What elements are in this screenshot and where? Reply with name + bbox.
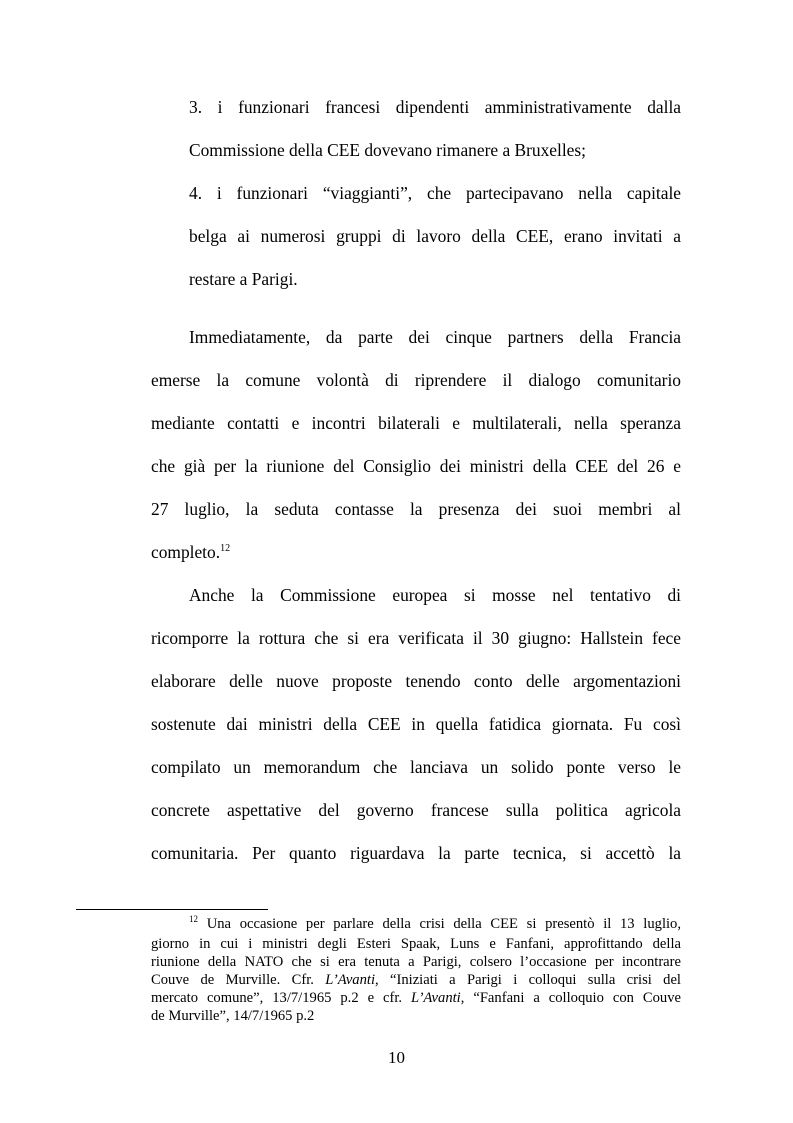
- list-item-4-line-2: belga ai numerosi gruppi di lavoro della CEE, erano invitati a: [189, 226, 681, 246]
- footnote-line-6: de Murville”, 14/7/1965 p.2: [151, 1008, 315, 1024]
- list-item-4-line-3: restare a Parigi.: [189, 269, 298, 289]
- paragraph-1-line-1: Immediatamente, da parte dei cinque partners della Francia: [189, 327, 681, 347]
- footnote-line-5-text-c: , “Fanfani a colloquio con Couve: [460, 990, 681, 1006]
- paragraph-2-line-5: compilato un memorandum che lanciava un solido ponte verso le: [151, 757, 681, 777]
- footnote-line-3: riunione della NATO che si era tenuta a Parigi, colsero l’occasione per incontrare: [151, 954, 681, 970]
- list-item-3-line-1: 3. i funzionari francesi dipendenti amministrativamente dalla: [189, 97, 681, 117]
- footnote-line-2: giorno in cui i ministri degli Esteri Spaak, Luns e Fanfani, approfittando della: [151, 936, 681, 952]
- paragraph-1-line-4: che già per la riunione del Consiglio dei ministri della CEE del 26 e: [151, 456, 681, 476]
- footnote-line-1-text: Una occasione per parlare della crisi della CEE si presentò il 13 luglio,: [206, 916, 681, 932]
- footnote-line-4-text-a: Couve de Murville. Cfr.: [151, 972, 326, 988]
- paragraph-1-line-5: 27 luglio, la seduta contasse la presenza dei suoi membri al: [151, 499, 681, 519]
- footnote-source-title: L’Avanti: [325, 972, 376, 988]
- paragraph-2-line-1: Anche la Commissione europea si mosse nel tentativo di: [189, 585, 681, 605]
- paragraph-1-line-2: emerse la comune volontà di riprendere il dialogo comunitario: [151, 370, 681, 390]
- footnote-source-title-2: L’Avanti: [411, 990, 461, 1006]
- footnote-line-4-text-c: , “Iniziati a Parigi i colloqui sulla crisi del: [375, 972, 681, 988]
- paragraph-2-line-6: concrete aspettative del governo francese sulla politica agricola: [151, 800, 681, 820]
- footnote-separator: [76, 909, 268, 910]
- footnote-line-1: [189, 915, 681, 933]
- list-item-4-line-1: 4. i funzionari “viaggianti”, che partecipavano nella capitale: [189, 183, 681, 203]
- paragraph-2-line-2: ricomporre la rottura che si era verificata il 30 giugno: Hallstein fece: [151, 628, 681, 648]
- paragraph-2-line-4: sostenute dai ministri della CEE in quella fatidica giornata. Fu così: [151, 714, 681, 734]
- footnote-line-5: [151, 989, 681, 1007]
- footnote-line-4: [151, 971, 681, 989]
- list-item-3-line-2: Commissione della CEE dovevano rimanere a Bruxelles;: [189, 140, 586, 160]
- footnote-reference[interactable]: 12: [220, 543, 231, 554]
- paragraph-2-line-7: comunitaria. Per quanto riguardava la parte tecnica, si accettò la: [151, 843, 681, 863]
- paragraph-1-line-3: mediante contatti e incontri bilaterali e multilaterali, nella speranza: [151, 413, 681, 433]
- paragraph-2-line-3: elaborare delle nuove proposte tenendo conto delle argomentazioni: [151, 671, 681, 691]
- paragraph-1-line-6-text: completo.: [151, 542, 221, 562]
- page-number: 10: [388, 1048, 405, 1067]
- footnote-number: 12: [189, 914, 198, 924]
- paragraph-1-line-6: [151, 541, 681, 563]
- footnote-line-5-text-a: mercato comune”, 13/7/1965 p.2 e cfr.: [151, 990, 411, 1006]
